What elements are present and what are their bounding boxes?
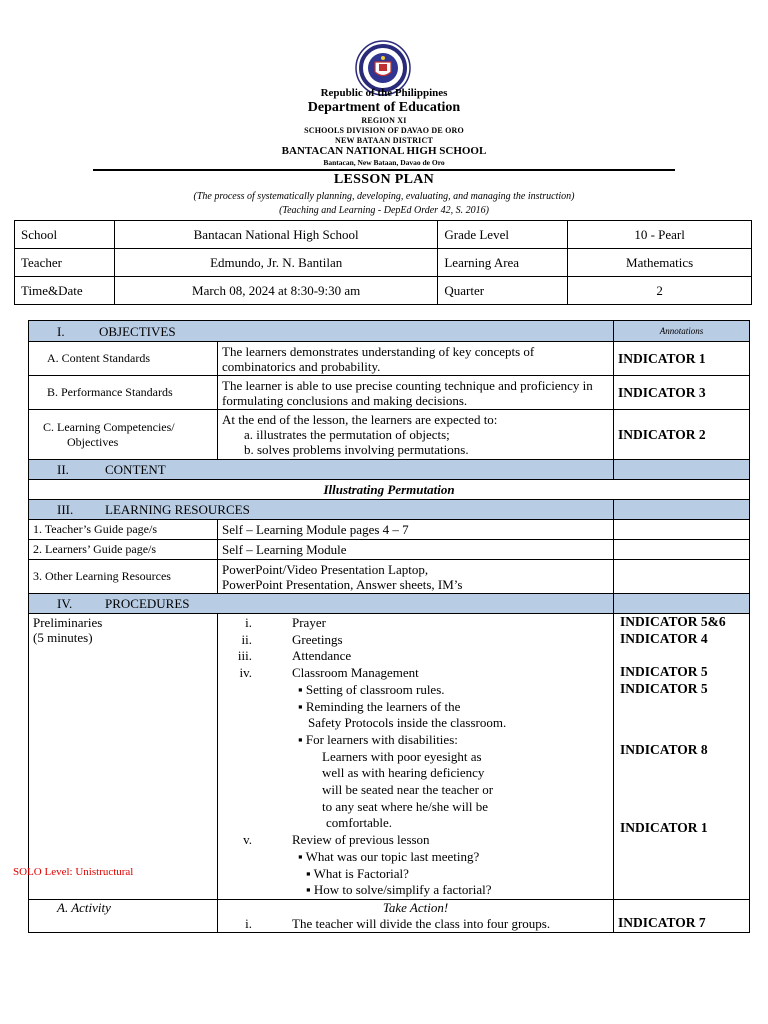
republic-line: Republic of the Philippines xyxy=(320,87,448,99)
performance-standards-text: The learner is able to use precise counting technique and proficiency in formulating conclusions and making decisions. xyxy=(218,376,614,410)
cm-safety: ▪ Reminding the learners of the xyxy=(298,698,461,714)
quarter-label: Quarter xyxy=(438,277,568,305)
activity-content xyxy=(218,900,614,933)
indicator-prayer: INDICATOR 5&6 xyxy=(620,614,726,629)
other-resources-value: PowerPoint/Video Presentation Laptop, PowerPoint Presentation, Answer sheets, IM’s xyxy=(218,560,614,594)
content-standards-indicator: INDICATOR 1 xyxy=(614,342,750,376)
resources-header-row xyxy=(29,500,750,520)
solo-level-note: SOLO Level: Unistructural xyxy=(13,866,134,878)
info-row-time xyxy=(15,277,752,305)
division-line: SCHOOLS DIVISION OF DAVAO DE ORO xyxy=(304,126,464,135)
activity-indicator: INDICATOR 7 xyxy=(614,900,750,933)
annotations-heading: Annotations xyxy=(614,321,750,342)
indicator-classroom-rules: INDICATOR 5 xyxy=(620,681,708,696)
competencies-row xyxy=(29,410,750,460)
competencies-text: At the end of the lesson, the learners are expected to: a. illustrates the permutation of objects; b. solves problems involving permutations. xyxy=(218,410,614,460)
region-line: REGION XI xyxy=(361,116,407,125)
time-value: March 08, 2024 at 8:30-9:30 am xyxy=(114,277,437,305)
step-item: iii. Attendance xyxy=(237,648,352,664)
objectives-heading: I. OBJECTIVES xyxy=(29,321,614,342)
lesson-plan-table xyxy=(13,320,750,933)
preliminaries-steps xyxy=(218,614,614,900)
school-label: School xyxy=(15,221,115,249)
time-label: Time&Date xyxy=(15,277,115,305)
activity-title: Take Action! xyxy=(382,900,449,915)
review-question: ▪ What is Factorial? xyxy=(306,865,409,881)
learners-guide-value: Self – Learning Module xyxy=(218,540,614,560)
teacher-label: Teacher xyxy=(15,249,115,277)
learners-guide-label: 2. Learners’ Guide page/s xyxy=(29,540,218,560)
teachers-guide-label: 1. Teacher’s Guide page/s xyxy=(29,520,218,540)
resource-row-teachers-guide xyxy=(29,520,750,540)
indicator-review: INDICATOR 1 xyxy=(620,820,708,835)
cm-disabilities: ▪ For learners with disabilities: xyxy=(298,731,458,747)
preliminaries-cell xyxy=(13,614,218,900)
info-row-teacher xyxy=(15,249,752,277)
preliminaries-label: Preliminaries xyxy=(33,615,103,630)
step-item: i. Prayer xyxy=(245,615,326,630)
cm-disabilities-line: well as with hearing deficiency xyxy=(322,765,485,781)
area-value: Mathematics xyxy=(568,249,752,277)
teacher-value: Edmundo, Jr. N. Bantilan xyxy=(114,249,437,277)
content-standards-label: A. Content Standards xyxy=(29,342,218,376)
step-item: v. Review of previous lesson xyxy=(243,832,430,848)
content-standards-row xyxy=(29,342,750,376)
info-row-school xyxy=(15,221,752,249)
performance-standards-indicator: INDICATOR 3 xyxy=(614,376,750,410)
cm-safety-cont: Safety Protocols inside the classroom. xyxy=(308,715,507,731)
area-label: Learning Area xyxy=(438,249,568,277)
resource-row-learners-guide xyxy=(29,540,750,560)
indicator-disabilities: INDICATOR 8 xyxy=(620,742,708,757)
procedures-header-row xyxy=(29,594,750,614)
resources-heading: III. LEARNING RESOURCES xyxy=(29,500,614,520)
resource-row-other xyxy=(29,560,750,594)
cm-disabilities-line: will be seated near the teacher or xyxy=(322,782,494,798)
activity-label: A. Activity xyxy=(29,900,218,933)
preliminaries-time: (5 minutes) xyxy=(33,630,93,645)
lesson-plan-title: LESSON PLAN xyxy=(333,172,435,187)
competencies-label: C. Learning Competencies/ Objectives xyxy=(29,410,218,460)
content-standards-text: The learners demonstrates understanding of key concepts of combinatorics and probability. xyxy=(218,342,614,376)
procedures-heading: IV. PROCEDURES xyxy=(29,594,614,614)
content-header-row xyxy=(29,460,750,480)
review-question: ▪ What was our topic last meeting? xyxy=(298,848,480,864)
cm-disabilities-line: to any seat where he/she will be xyxy=(322,798,489,814)
review-question: ▪ How to solve/simplify a factorial? xyxy=(306,882,492,898)
activity-row xyxy=(29,900,750,933)
school-line: BANTACAN NATIONAL HIGH SCHOOL xyxy=(281,145,487,157)
district-line: NEW BATAAN DISTRICT xyxy=(334,136,434,145)
content-topic: Illustrating Permutation xyxy=(29,480,750,500)
competencies-indicator: INDICATOR 2 xyxy=(614,410,750,460)
cm-rules: ▪ Setting of classroom rules. xyxy=(298,681,445,697)
activity-step: i. The teacher will divide the class into four groups. xyxy=(245,916,551,931)
content-heading: II. CONTENT xyxy=(29,460,614,480)
subtitle-process: (The process of systematically planning, developing, evaluating, and managing the instruction) xyxy=(193,191,575,202)
quarter-value: 2 xyxy=(568,277,752,305)
indicator-classroom-management: INDICATOR 5 xyxy=(620,664,708,679)
grade-label: Grade Level xyxy=(438,221,568,249)
school-value: Bantacan National High School xyxy=(114,221,437,249)
address-line: Bantacan, New Bataan, Davao de Oro xyxy=(323,158,445,167)
performance-standards-label: B. Performance Standards xyxy=(29,376,218,410)
preliminaries-indicators xyxy=(614,614,750,900)
indicator-greetings: INDICATOR 4 xyxy=(620,631,708,646)
grade-value: 10 - Pearl xyxy=(568,221,752,249)
step-item: ii. Greetings xyxy=(241,631,343,647)
header-rule xyxy=(93,169,675,171)
preliminaries-row xyxy=(29,614,750,900)
subtitle-deped-order: (Teaching and Learning - DepEd Order 42, S. 2016) xyxy=(279,205,489,216)
content-topic-row xyxy=(29,480,750,500)
department-line: Department of Education xyxy=(307,100,461,115)
cm-disabilities-line: comfortable. xyxy=(326,815,393,831)
teachers-guide-value: Self – Learning Module pages 4 – 7 xyxy=(218,520,614,540)
performance-standards-row xyxy=(29,376,750,410)
lesson-info-table xyxy=(14,220,752,305)
step-item: iv. Classroom Management xyxy=(239,665,419,681)
objectives-header-row xyxy=(29,321,750,342)
other-resources-label: 3. Other Learning Resources xyxy=(29,560,218,594)
cm-disabilities-line: Learners with poor eyesight as xyxy=(322,748,482,764)
